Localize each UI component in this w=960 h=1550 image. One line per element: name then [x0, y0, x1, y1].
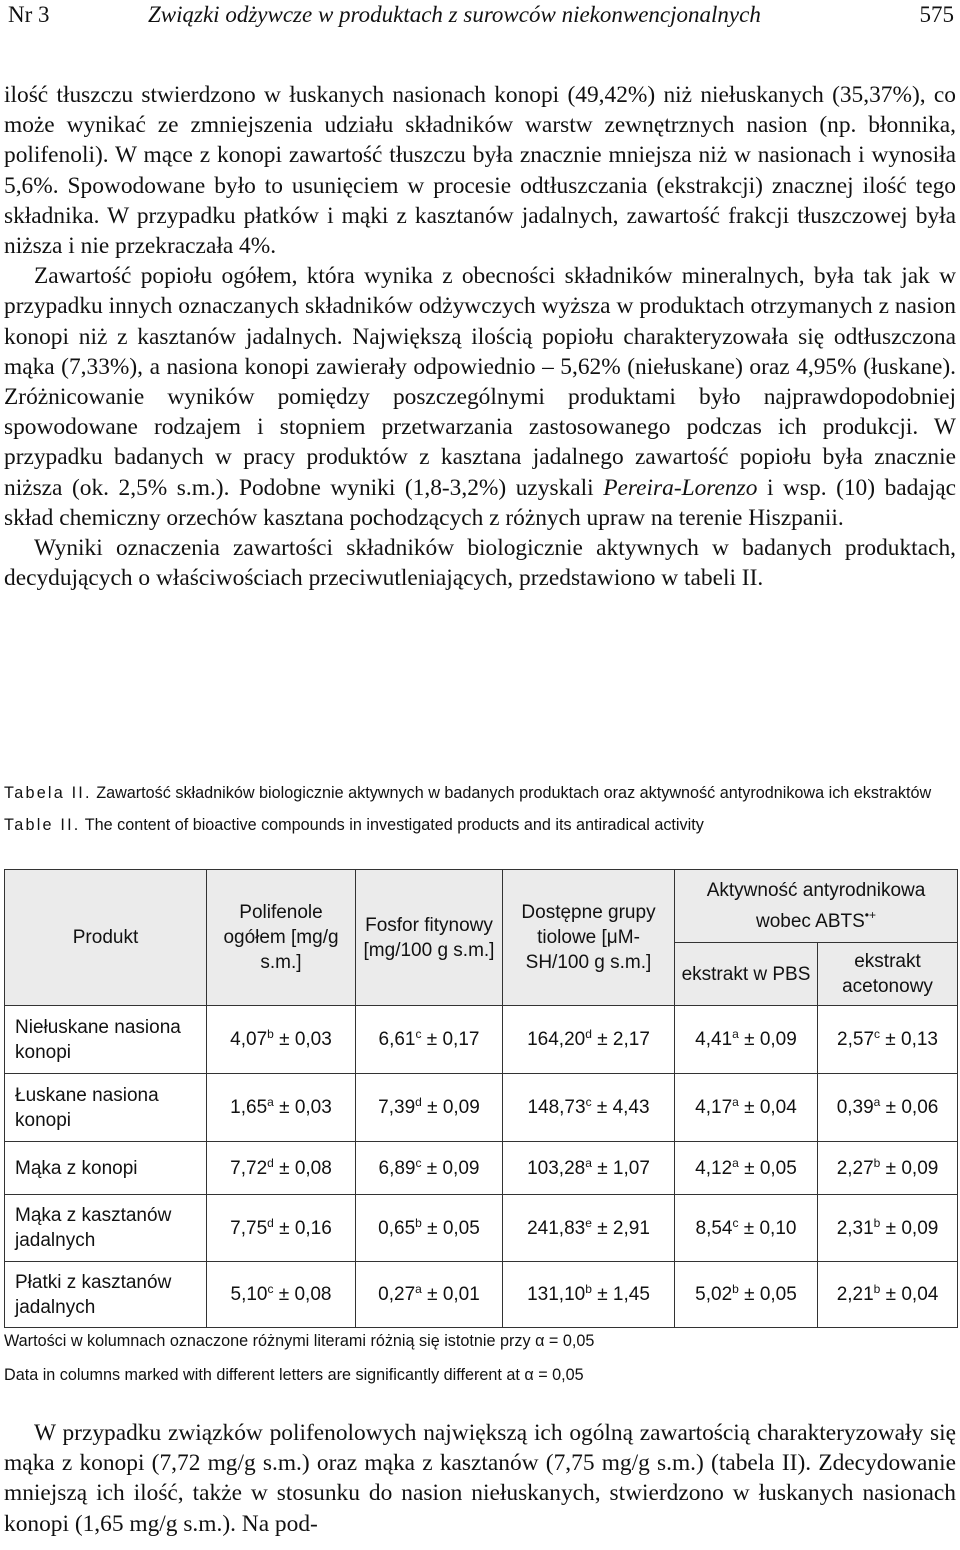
cell-error: ± 0,04: [744, 1097, 797, 1118]
cell-error: ± 0,16: [279, 1217, 332, 1239]
significance-letter: c: [415, 1027, 422, 1041]
cell-value: 4,17: [695, 1097, 733, 1118]
table-row: [5, 1074, 958, 1142]
cell-value: 4,07: [230, 1029, 268, 1050]
bioactive-table: [4, 869, 958, 1328]
caption-pl-label: Tabela II.: [4, 784, 92, 802]
caption-en-text: The content of bioactive compounds in investigated products and its antiradical activity: [84, 816, 704, 834]
cell-polyphenols: [207, 1142, 356, 1195]
header-pbs-extract: ekstrakt w PBS: [675, 943, 818, 1006]
note-pl: Wartości w kolumnach oznaczone różnymi literami różnią się istotnie przy α = 0,05: [4, 1332, 595, 1350]
cell-value: 2,31: [836, 1217, 874, 1239]
cell-error: ± 0,09: [427, 1097, 480, 1118]
header-polyphenols: Polifenole ogółem [mg/g s.m.]: [207, 870, 356, 1006]
cell-activity-acetone: [818, 1006, 958, 1074]
cell-value: 4,41: [695, 1029, 733, 1050]
product-name: Łuskane nasiona konopi: [5, 1074, 207, 1142]
significance-letter: e: [585, 1215, 592, 1230]
header-activity-text: Aktywność antyrodnikowa wobec ABTS: [706, 880, 926, 932]
cell-thiol-groups: [503, 1006, 675, 1074]
body-text-lower: [4, 1418, 956, 1539]
product-name: Mąka z konopi: [5, 1142, 207, 1195]
significance-letter: b: [585, 1282, 592, 1296]
cell-activity-pbs: [675, 1262, 818, 1328]
cell-value: 148,73: [527, 1097, 586, 1118]
cell-phytic-phosphorus: [356, 1195, 503, 1262]
paragraph-polyphenols: W przypadku związków polifenolowych największą ich ogólną zawartością charakteryzowały się mąka z konopi (7,72 mg/g s.m.) oraz mąka z kasztanów (7,75 mg/g s.m.) (tabela II). Zdecydowanie mniejszą ich ilość, także w stosunku do nasion niełuskanych, stwierdzono w łuskanych nasionach konopi (1,65 mg/g s.m.). Na pod-: [4, 1420, 956, 1537]
significance-letter: b: [873, 1282, 881, 1296]
cell-value: 241,83: [527, 1217, 586, 1239]
paragraph-ash-text: Zawartość popiołu ogółem, która wynika z obecności składników mineralnych, była tak jak w przypadku innych oznaczanych składników odżywczych wyższa w produktach otrzymanych z nasion konopi niż z kasztanów jadalnych. Największą ilością popiołu charakteryzowała się odtłuszczona mąka (7,33%), a nasiona konopi zawierały odpowiednio – 5,62% (niełuskane) oraz 4,95% (łuskane). Zróżnicowanie wyników pomiędzy poszczególnymi produktami było najprawdopodobniej spowodowane rodzajem i stopniem przetwarzania zastosowanego podczas ich produkcji. W przypadku badanych w pracy produktów z kasztana jadalnego zawartość popiołu była znacznie niższa (ok. 2,5% s.m.). Podobne wyniki (1,8-3,2%) uzyskali: [4, 263, 956, 501]
cell-value: 5,02: [695, 1284, 733, 1305]
significance-letter: a: [732, 1155, 739, 1170]
significance-letter: b: [873, 1215, 881, 1230]
cell-value: 6,89: [378, 1157, 416, 1179]
product-name: Mąka z kasztanów jadalnych: [5, 1195, 207, 1262]
cell-error: ± 0,03: [279, 1029, 332, 1050]
significance-letter: b: [267, 1027, 274, 1041]
significance-letter: c: [874, 1027, 881, 1041]
cell-activity-acetone: [818, 1142, 958, 1195]
table-row: [5, 1006, 958, 1074]
cell-phytic-phosphorus: [356, 1262, 503, 1328]
cell-value: 4,12: [695, 1157, 733, 1179]
significance-letter: a: [732, 1095, 739, 1109]
cell-activity-acetone: [818, 1195, 958, 1262]
cell-value: 7,75: [230, 1217, 268, 1239]
cell-error: ± 4,43: [596, 1097, 650, 1118]
running-title: Związki odżywcze w produktach z surowców niekonwencjonalnych: [148, 2, 761, 27]
cell-error: ± 0,01: [427, 1284, 480, 1305]
cell-polyphenols: [207, 1074, 356, 1142]
cell-thiol-groups: [503, 1195, 675, 1262]
author-citation: Pereira-Lorenzo: [603, 474, 758, 501]
significance-letter: a: [873, 1095, 881, 1109]
cell-value: 2,57: [837, 1029, 875, 1050]
cell-error: ± 0,06: [885, 1097, 939, 1118]
significance-letter: a: [732, 1027, 739, 1041]
table-row: [5, 1195, 958, 1262]
cell-value: 0,27: [378, 1284, 416, 1305]
paragraph-bioactive: Wyniki oznaczenia zawartości składników biologicznie aktywnych w badanych produktach, decydujących o właściwościach przeciwutleniających, przedstawiono w tabeli II.: [4, 535, 956, 592]
cell-polyphenols: [207, 1006, 356, 1074]
table-notes: [4, 1330, 956, 1387]
cell-error: ± 0,03: [279, 1097, 332, 1118]
significance-letter: c: [585, 1095, 592, 1109]
caption-en-label: Table II.: [4, 816, 81, 834]
cell-error: ± 2,17: [597, 1029, 650, 1050]
cell-value: 5,10: [230, 1284, 268, 1305]
cell-value: 8,54: [695, 1217, 733, 1239]
cell-value: 2,27: [836, 1157, 874, 1179]
cell-error: ± 0,17: [426, 1029, 480, 1050]
header-antiradical-activity: [675, 870, 958, 943]
significance-letter: b: [732, 1282, 739, 1296]
cell-value: 103,28: [527, 1157, 586, 1179]
cell-phytic-phosphorus: [356, 1142, 503, 1195]
significance-letter: c: [267, 1282, 274, 1296]
cell-polyphenols: [207, 1262, 356, 1328]
cell-error: ± 0,09: [426, 1157, 480, 1179]
cell-activity-acetone: [818, 1074, 958, 1142]
cell-error: ± 0,08: [279, 1157, 332, 1179]
caption-en: [4, 814, 956, 837]
table-row: [5, 1262, 958, 1328]
cell-thiol-groups: [503, 1074, 675, 1142]
header-acetone-extract: ekstrakt acetonowy: [818, 943, 958, 1006]
cell-value: 7,72: [230, 1157, 268, 1179]
cell-value: 6,61: [378, 1029, 416, 1050]
cell-activity-pbs: [675, 1074, 818, 1142]
cell-error: ± 1,45: [597, 1284, 650, 1305]
cell-error: ± 0,04: [885, 1284, 939, 1305]
paragraph-ash-tail: i wsp. (10) badając skład chemiczny orzechów kasztana pochodzących z różnych upraw na terenie Hiszpanii.: [4, 474, 956, 531]
cell-polyphenols: [207, 1195, 356, 1262]
running-header: [0, 0, 960, 36]
cell-activity-pbs: [675, 1195, 818, 1262]
header-thiol-groups: Dostępne grupy tiolowe [μM-SH/100 g s.m.]: [503, 870, 675, 1006]
product-name: Niełuskane nasiona konopi: [5, 1006, 207, 1074]
cell-error: ± 0,10: [743, 1217, 797, 1239]
cell-phytic-phosphorus: [356, 1006, 503, 1074]
product-name: Płatki z kasztanów jadalnych: [5, 1262, 207, 1328]
cell-error: ± 0,13: [885, 1029, 938, 1050]
body-text-upper: [4, 80, 956, 593]
cell-error: ± 0,05: [744, 1284, 797, 1305]
significance-letter: c: [732, 1215, 739, 1230]
cell-error: ± 1,07: [597, 1157, 650, 1179]
caption-pl: [4, 782, 956, 805]
significance-letter: d: [585, 1027, 592, 1041]
table-caption: [4, 782, 956, 837]
cell-activity-acetone: [818, 1262, 958, 1328]
significance-letter: d: [267, 1215, 274, 1230]
cell-thiol-groups: [503, 1142, 675, 1195]
table-row: [5, 1142, 958, 1195]
table-body: [5, 1006, 958, 1328]
cell-phytic-phosphorus: [356, 1074, 503, 1142]
significance-letter: b: [415, 1215, 422, 1230]
cell-error: ± 0,09: [885, 1217, 939, 1239]
cell-activity-pbs: [675, 1142, 818, 1195]
caption-pl-text: Zawartość składników biologicznie aktywnych w badanych produktach oraz aktywność antyrodnikowa ich ekstraktów: [96, 784, 932, 802]
cell-value: 164,20: [527, 1029, 586, 1050]
cell-value: 1,65: [230, 1097, 268, 1118]
cell-value: 2,21: [836, 1284, 874, 1305]
issue-number: Nr 3: [8, 2, 50, 27]
cell-value: 0,39: [836, 1097, 874, 1118]
cell-thiol-groups: [503, 1262, 675, 1328]
header-phytic-phosphorus: Fosfor fitynowy [mg/100 g s.m.]: [356, 870, 503, 1006]
significance-letter: d: [415, 1095, 422, 1109]
cell-value: 131,10: [527, 1284, 586, 1305]
cell-error: ± 2,91: [597, 1217, 650, 1239]
page-number: 575: [919, 2, 954, 27]
cell-value: 7,39: [378, 1097, 416, 1118]
significance-letter: a: [267, 1095, 274, 1109]
cell-activity-pbs: [675, 1006, 818, 1074]
significance-letter: c: [415, 1155, 422, 1170]
paragraph-fat: ilość tłuszczu stwierdzono w łuskanych nasionach konopi (49,42%) niż niełuskanych (35,37%), co może wynikać ze zmniejszenia udziału składników warstw zewnętrznych nasion (np. błonnika, polifenoli). W mące z konopi zawartość tłuszczu była znacznie mniejsza niż w nasionach i wynosiła 5,6%. Spowodowane było to usunięciem w procesie odtłuszczania (ekstrakcji) znacznej ilość tego składnika. W przypadku płatków i mąki z kasztanów jadalnych, zawartość frakcji tłuszczowej była niższa i nie przekraczała 4%.: [4, 82, 956, 260]
header-product: Produkt: [5, 870, 207, 1006]
abts-superscript: •+: [864, 908, 876, 922]
significance-letter: a: [585, 1155, 592, 1170]
cell-error: ± 0,05: [427, 1217, 480, 1239]
significance-letter: a: [415, 1282, 422, 1296]
note-en: Data in columns marked with different letters are significantly different at α = 0,05: [4, 1366, 584, 1384]
significance-letter: b: [873, 1155, 881, 1170]
cell-error: ± 0,05: [744, 1157, 797, 1179]
cell-value: 0,65: [378, 1217, 416, 1239]
cell-error: ± 0,09: [885, 1157, 939, 1179]
paragraph-ash: [4, 261, 956, 533]
cell-error: ± 0,08: [278, 1284, 332, 1305]
cell-error: ± 0,09: [744, 1029, 797, 1050]
significance-letter: d: [267, 1155, 274, 1170]
